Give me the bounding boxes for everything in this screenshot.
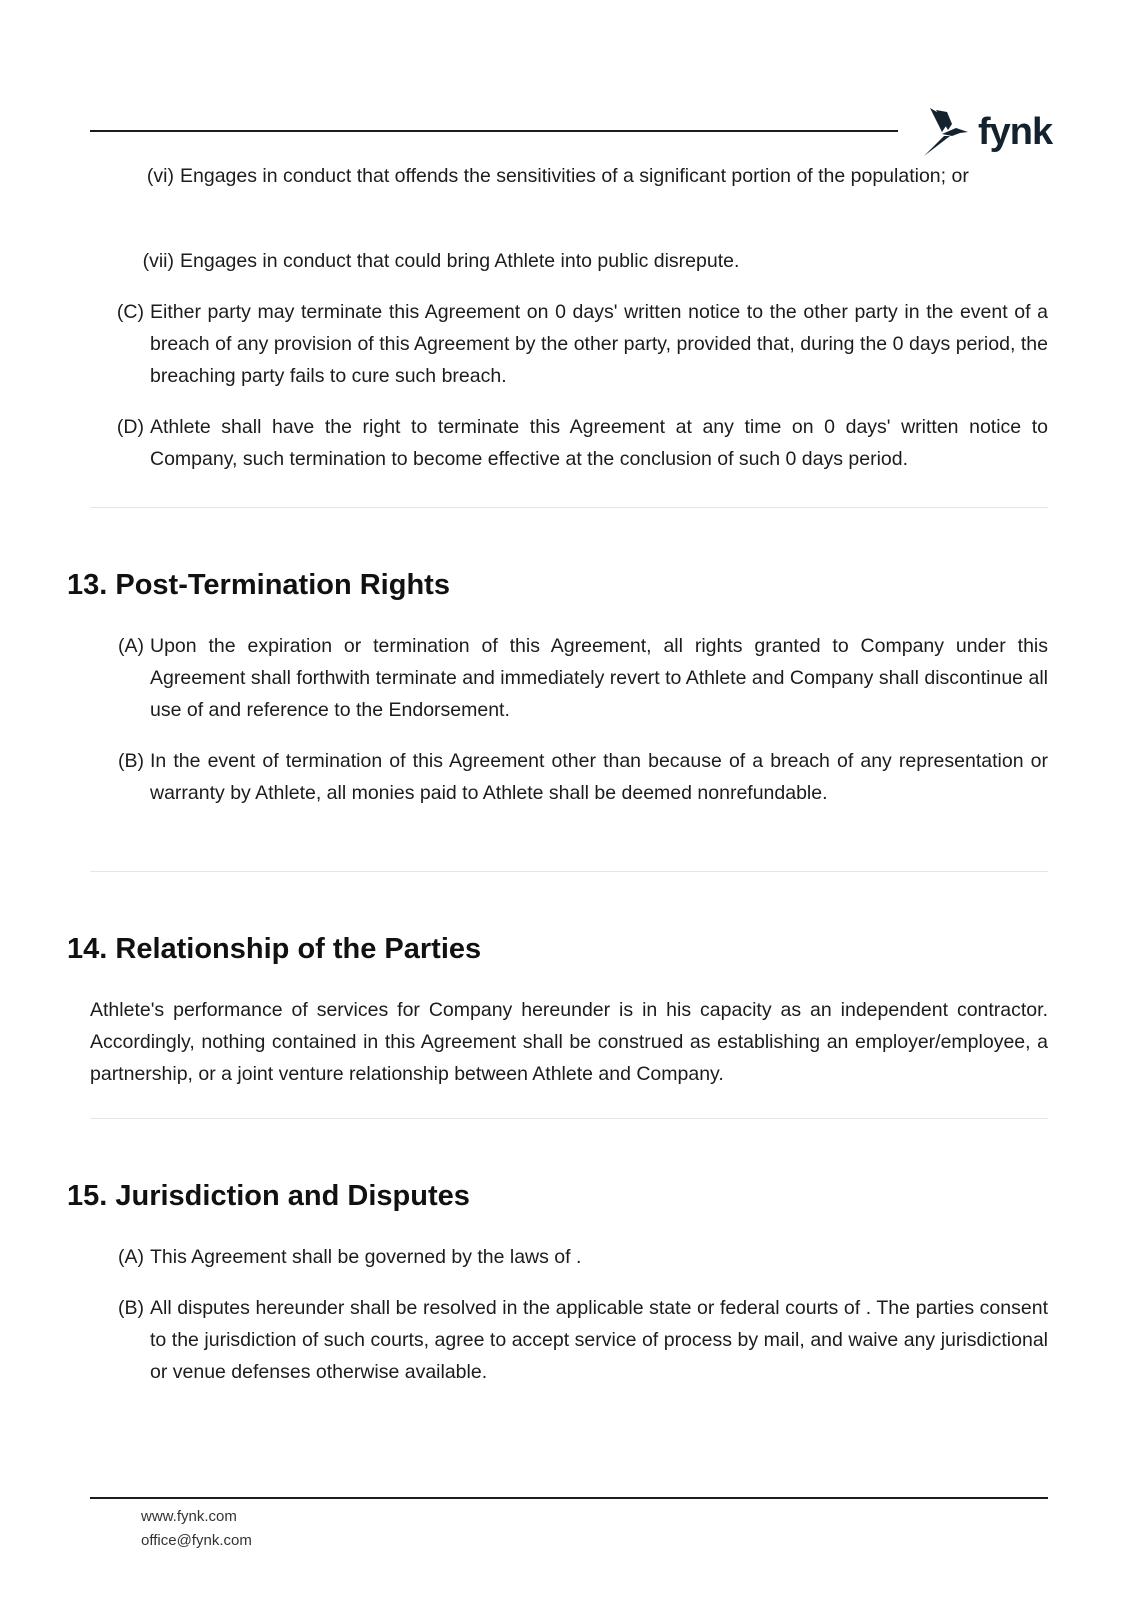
section-divider	[90, 507, 1048, 508]
item-text: In the event of termination of this Agreement other than because of a breach of any representation or warranty by Athlete, all monies paid to Athlete shall be deemed nonrefundable.	[150, 750, 1048, 804]
item-label: (B)	[118, 750, 144, 772]
brand-name: fynk	[978, 111, 1053, 153]
item-label: (D)	[116, 416, 144, 438]
section-divider	[90, 871, 1048, 872]
section-13-heading: 13. Post-Termination Rights	[67, 569, 450, 601]
item-label: (A)	[118, 635, 144, 657]
footer-email[interactable]: office@fynk.com	[141, 1532, 252, 1549]
item-text: Either party may terminate this Agreement on 0 days' written notice to the other party in the event of a breach of any provision of this Agreement by the other party, provided that, during the 0 days period, the breaching party fails to cure such breach.	[150, 301, 1048, 387]
section-14-heading: 14. Relationship of the Parties	[67, 933, 482, 965]
section-14-paragraph: Athlete's performance of services for Company hereunder is in his capacity as an independent contractor. Accordingly, nothing contained in this Agreement shall be construed as establishing an employer/employee, a partnership, or a joint venture relationship between Athlete and Company.	[90, 999, 1048, 1085]
clause-12-c	[116, 296, 1048, 392]
item-label: (vi)	[146, 165, 174, 187]
clause-12-vii	[142, 245, 1048, 277]
item-text: Engages in conduct that offends the sensitivities of a significant portion of the population; or	[180, 165, 969, 187]
footer-rule	[90, 1497, 1048, 1499]
bird-icon	[922, 106, 972, 158]
section-13-a	[118, 630, 1048, 726]
brand-logo	[922, 106, 1052, 158]
section-15-a	[118, 1241, 1048, 1273]
item-text: Engages in conduct that could bring Athlete into public disrepute.	[180, 250, 740, 272]
footer-website[interactable]: www.fynk.com	[141, 1508, 237, 1525]
section-divider	[90, 1118, 1048, 1119]
section-15-b	[118, 1292, 1048, 1388]
item-text: This Agreement shall be governed by the laws of .	[150, 1246, 582, 1268]
item-label: (B)	[118, 1297, 144, 1319]
clause-12-vi	[146, 160, 1048, 192]
item-text: Athlete shall have the right to terminate this Agreement at any time on 0 days' written notice to Company, such termination to become effective at the conclusion of such 0 days period.	[150, 416, 1048, 470]
item-label: (C)	[116, 301, 144, 323]
item-label: (A)	[118, 1246, 144, 1268]
section-13-b	[118, 745, 1048, 809]
item-text: Upon the expiration or termination of this Agreement, all rights granted to Company under this Agreement shall forthwith terminate and immediately revert to Athlete and Company shall discontinue all use of and reference to the Endorsement.	[150, 635, 1048, 721]
item-text: All disputes hereunder shall be resolved in the applicable state or federal courts of . The parties consent to the jurisdiction of such courts, agree to accept service of process by mail, and waive any jurisdictional or venue defenses otherwise available.	[150, 1297, 1048, 1383]
header-rule	[90, 130, 898, 132]
item-label: (vii)	[142, 250, 174, 272]
clause-12-d	[116, 411, 1048, 475]
section-15-heading: 15. Jurisdiction and Disputes	[67, 1180, 470, 1212]
